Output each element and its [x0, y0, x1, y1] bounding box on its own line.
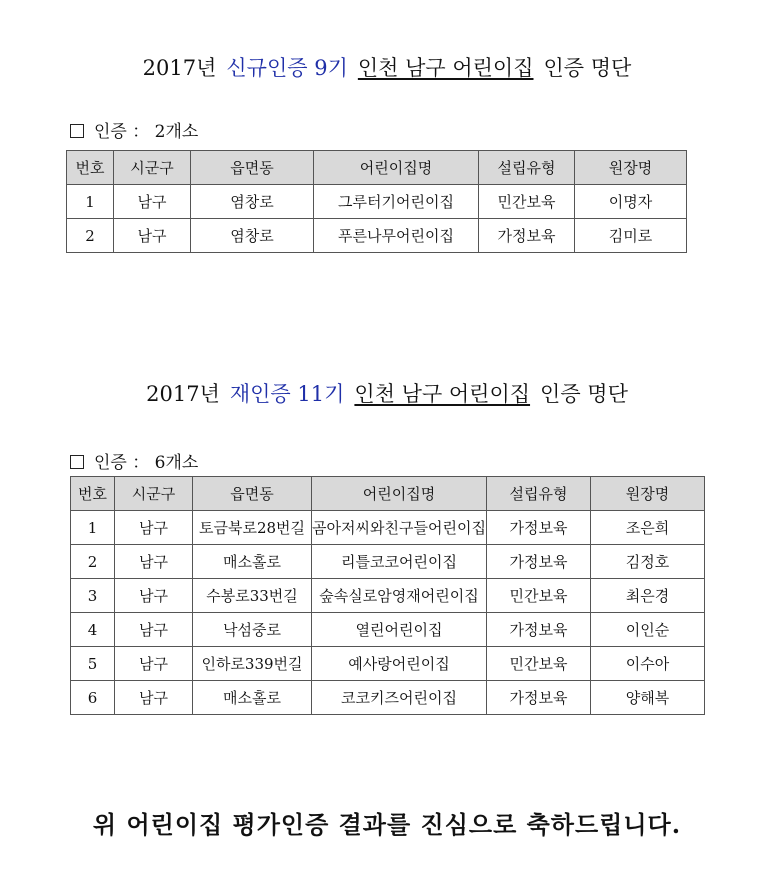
cell-type: 가정보육 — [487, 545, 591, 579]
cell-town: 토금북로28번길 — [193, 511, 312, 545]
cell-town: 매소홀로 — [193, 681, 312, 715]
section1-title-year: 2017년 — [142, 56, 217, 80]
cell-district: 남구 — [115, 511, 193, 545]
cell-director: 조은희 — [591, 511, 705, 545]
section1-count — [70, 117, 198, 142]
cell-district: 남구 — [115, 647, 193, 681]
header-district: 시군구 — [114, 151, 191, 185]
cell-type: 민간보육 — [487, 647, 591, 681]
cell-daycare-name: 리틀코코어린이집 — [312, 545, 487, 579]
cell-daycare-name: 열린어린이집 — [312, 613, 487, 647]
table-header-row — [67, 151, 687, 185]
header-daycare-name: 어린이집명 — [314, 151, 479, 185]
closing-message: 위 어린이집 평가인증 결과를 진심으로 축하드립니다. — [92, 810, 682, 839]
cell-town: 매소홀로 — [193, 545, 312, 579]
cell-town: 염창로 — [191, 219, 314, 253]
table-header-row — [71, 477, 705, 511]
section1-table — [66, 150, 687, 253]
cell-type: 가정보육 — [487, 613, 591, 647]
cell-director: 이수아 — [591, 647, 705, 681]
cell-daycare-name: 숲속실로암영재어린이집 — [312, 579, 487, 613]
cell-daycare-name: 그루터기어린이집 — [314, 185, 479, 219]
cell-district: 남구 — [114, 185, 191, 219]
cell-town: 낙섬중로 — [193, 613, 312, 647]
cell-number: 2 — [71, 545, 115, 579]
cell-town: 염창로 — [191, 185, 314, 219]
section2-title — [0, 378, 774, 408]
section1-title — [0, 52, 774, 82]
cell-type: 가정보육 — [487, 681, 591, 715]
section1-title-region: 인천 남구 어린이집 — [357, 56, 534, 80]
cell-daycare-name: 코코키즈어린이집 — [312, 681, 487, 715]
cell-daycare-name: 예사랑어린이집 — [312, 647, 487, 681]
header-daycare-name: 어린이집명 — [312, 477, 487, 511]
table-row — [71, 579, 705, 613]
cell-director: 김정호 — [591, 545, 705, 579]
cell-number: 2 — [67, 219, 114, 253]
cell-district: 남구 — [115, 613, 193, 647]
header-number: 번호 — [67, 151, 114, 185]
header-type: 설립유형 — [487, 477, 591, 511]
table-row — [71, 545, 705, 579]
checkbox-square-icon — [70, 455, 84, 469]
section1-title-type: 신규인증 9기 — [226, 56, 348, 80]
cell-number: 1 — [71, 511, 115, 545]
cell-director: 김미로 — [575, 219, 687, 253]
section2-title-suffix: 인증 명단 — [540, 382, 628, 406]
cell-daycare-name: 푸른나무어린이집 — [314, 219, 479, 253]
cell-district: 남구 — [115, 579, 193, 613]
cell-number: 4 — [71, 613, 115, 647]
header-number: 번호 — [71, 477, 115, 511]
table-row — [71, 613, 705, 647]
cell-director: 이명자 — [575, 185, 687, 219]
cell-district: 남구 — [115, 545, 193, 579]
cell-number: 3 — [71, 579, 115, 613]
section2-count — [70, 448, 198, 473]
cell-daycare-name: 곰아저씨와친구들어린이집 — [312, 511, 487, 545]
table-row — [67, 185, 687, 219]
cell-district: 남구 — [114, 219, 191, 253]
checkbox-square-icon — [70, 124, 84, 138]
cell-type: 가정보육 — [487, 511, 591, 545]
table-row — [71, 511, 705, 545]
section1-count-label: 인증 ： 2개소 — [94, 122, 199, 142]
cell-director: 최은경 — [591, 579, 705, 613]
cell-number: 1 — [67, 185, 114, 219]
header-district: 시군구 — [115, 477, 193, 511]
section1-title-suffix: 인증 명단 — [543, 56, 632, 80]
table-row — [71, 681, 705, 715]
section2-title-type: 재인증 11기 — [229, 382, 345, 406]
header-director: 원장명 — [575, 151, 687, 185]
cell-number: 5 — [71, 647, 115, 681]
cell-director: 이인순 — [591, 613, 705, 647]
header-type: 설립유형 — [479, 151, 575, 185]
section2-title-year: 2017년 — [146, 382, 220, 406]
cell-type: 민간보육 — [479, 185, 575, 219]
cell-type: 민간보육 — [487, 579, 591, 613]
table-row — [71, 647, 705, 681]
header-town: 읍면동 — [191, 151, 314, 185]
cell-town: 인하로339번길 — [193, 647, 312, 681]
table-row — [67, 219, 687, 253]
header-town: 읍면동 — [193, 477, 312, 511]
section2-count-label: 인증 ： 6개소 — [94, 453, 199, 473]
header-director: 원장명 — [591, 477, 705, 511]
cell-number: 6 — [71, 681, 115, 715]
section2-title-region: 인천 남구 어린이집 — [354, 382, 531, 406]
cell-director: 양해복 — [591, 681, 705, 715]
cell-type: 가정보육 — [479, 219, 575, 253]
section2-table — [70, 476, 705, 715]
cell-district: 남구 — [115, 681, 193, 715]
cell-town: 수봉로33번길 — [193, 579, 312, 613]
